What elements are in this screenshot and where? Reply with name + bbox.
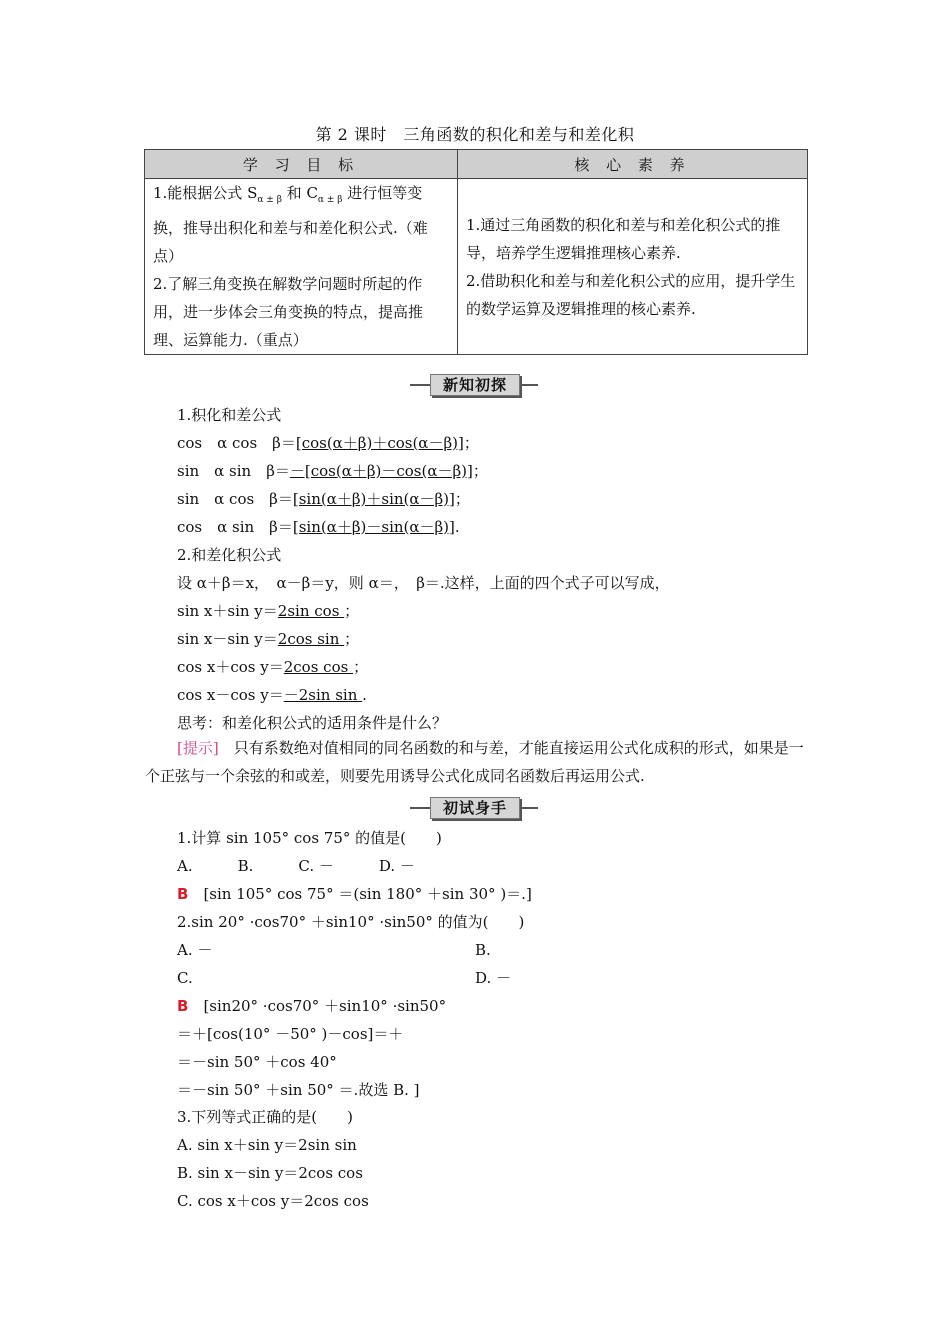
solution-step-4: ＝－sin 50° ＋sin 50° ＝.故选 B. ]: [177, 1081, 420, 1099]
formula-cos-cos: cos α cos β＝[cos(α＋β)＋cos(α－β)]；: [177, 434, 479, 452]
goal-item-1: 1.能根据公式 $S_{\alpha \pm \beta}$ 和 $C_{\alpha \pm \beta}$ 进行恒等变换，推导出积化和差与和差化积公式.（难点）: [153, 184, 428, 265]
learning-goals-cell: [145, 179, 458, 355]
lesson-title: 第 2 课时 三角函数的积化和差与和差化积: [315, 125, 635, 144]
question-1: 1.计算 sin 105° cos 75° 的值是( ): [177, 829, 442, 847]
question-2-option-c: C.: [177, 969, 193, 987]
header-core-literacy: 核 心 素 养: [458, 150, 808, 179]
banner-line-right: [520, 807, 538, 809]
formula-cosx-minus-cosy: cos x－cos y＝－2sin sin .: [177, 686, 367, 704]
formula-sinx-minus-siny: sin x－sin y＝2cos sin ；: [177, 630, 360, 648]
solution-step-2: ＝＋[cos(10° －50° )－cos]＝＋: [177, 1025, 404, 1043]
banner-line-left: [410, 807, 430, 809]
question-3: 3.下列等式正确的是( ): [177, 1108, 354, 1126]
answer-letter: B: [177, 885, 189, 903]
literacy-item-2: 2.借助积化和差与和差化积公式的应用，提升学生的数学运算及逻辑推理的核心素养.: [466, 271, 796, 318]
table-header-row: [145, 150, 808, 179]
think-question: 思考：和差化积公式的适用条件是什么？: [177, 714, 448, 732]
section-banner-new-knowledge: [410, 374, 538, 394]
formula-sinx-plus-siny: sin x＋sin y＝2sin cos ；: [177, 602, 360, 620]
formula-sin-cos: sin α cos β＝[sin(α＋β)＋sin(α－β)]；: [177, 490, 470, 508]
formula-cos-sin: cos α sin β＝[sin(α＋β)－sin(α－β)].: [177, 518, 460, 536]
literacy-item-1: 1.通过三角函数的积化和差与和差化积公式的推导，培养学生逻辑推理核心素养.: [466, 215, 781, 262]
question-3-option-c: C. cos x＋cos y＝2cos cos: [177, 1192, 369, 1210]
section-banner-first-try: [410, 797, 538, 817]
banner-label: 新知初探: [430, 374, 520, 396]
banner-label: 初试身手: [430, 797, 520, 819]
question-2-option-b: B.: [475, 941, 491, 959]
heading-product-to-sum: 1.积化和差公式: [177, 406, 282, 424]
question-2-solution: B [sin20° ·cos70° ＋sin10° ·sin50°: [177, 997, 447, 1015]
question-1-solution: B [sin 105° cos 75° ＝(sin 180° ＋sin 30° )＝.]: [177, 885, 532, 903]
question-1-options: A. B. C. － D. －: [177, 857, 415, 875]
objectives-table: [144, 149, 808, 355]
goal-item-2: 2.了解三角变换在解数学问题时所起的作用，进一步体会三角变换的特点，提高推理、运算能力.（重点）: [153, 275, 424, 349]
hint-tag: [提示]: [177, 739, 219, 757]
heading-sum-to-product: 2.和差化积公式: [177, 546, 282, 564]
substitution-intro: 设 α＋β＝x， α－β＝y，则 α＝， β＝.这样，上面的四个式子可以写成，: [177, 574, 670, 592]
header-learning-goals: 学 习 目 标: [145, 150, 458, 179]
core-literacy-cell: [458, 179, 808, 355]
formula-cosx-plus-cosy: cos x＋cos y＝2cos cos ；: [177, 658, 369, 676]
hint-paragraph: [提示] 只有系数绝对值相同的同名函数的和与差，才能直接运用公式化成积的形式，如果是一个正弦与一个余弦的和或差，则要先用诱导公式化成同名函数后再运用公式.: [145, 739, 804, 785]
solution-step-3: ＝－sin 50° ＋cos 40°: [177, 1053, 337, 1071]
question-2: 2.sin 20° ·cos70° ＋sin10° ·sin50° 的值为( ): [177, 913, 525, 931]
question-3-option-a: A. sin x＋sin y＝2sin sin: [177, 1136, 357, 1154]
question-2-option-a: A. －: [177, 941, 213, 959]
banner-line-right: [520, 384, 538, 386]
question-3-option-b: B. sin x－sin y＝2cos cos: [177, 1164, 363, 1182]
answer-letter: B: [177, 997, 189, 1015]
formula-sin-sin: sin α sin β＝－[cos(α＋β)－cos(α－β)]；: [177, 462, 488, 480]
table-body-row: [145, 179, 808, 355]
question-2-option-d: D. －: [475, 969, 512, 987]
banner-line-left: [410, 384, 430, 386]
